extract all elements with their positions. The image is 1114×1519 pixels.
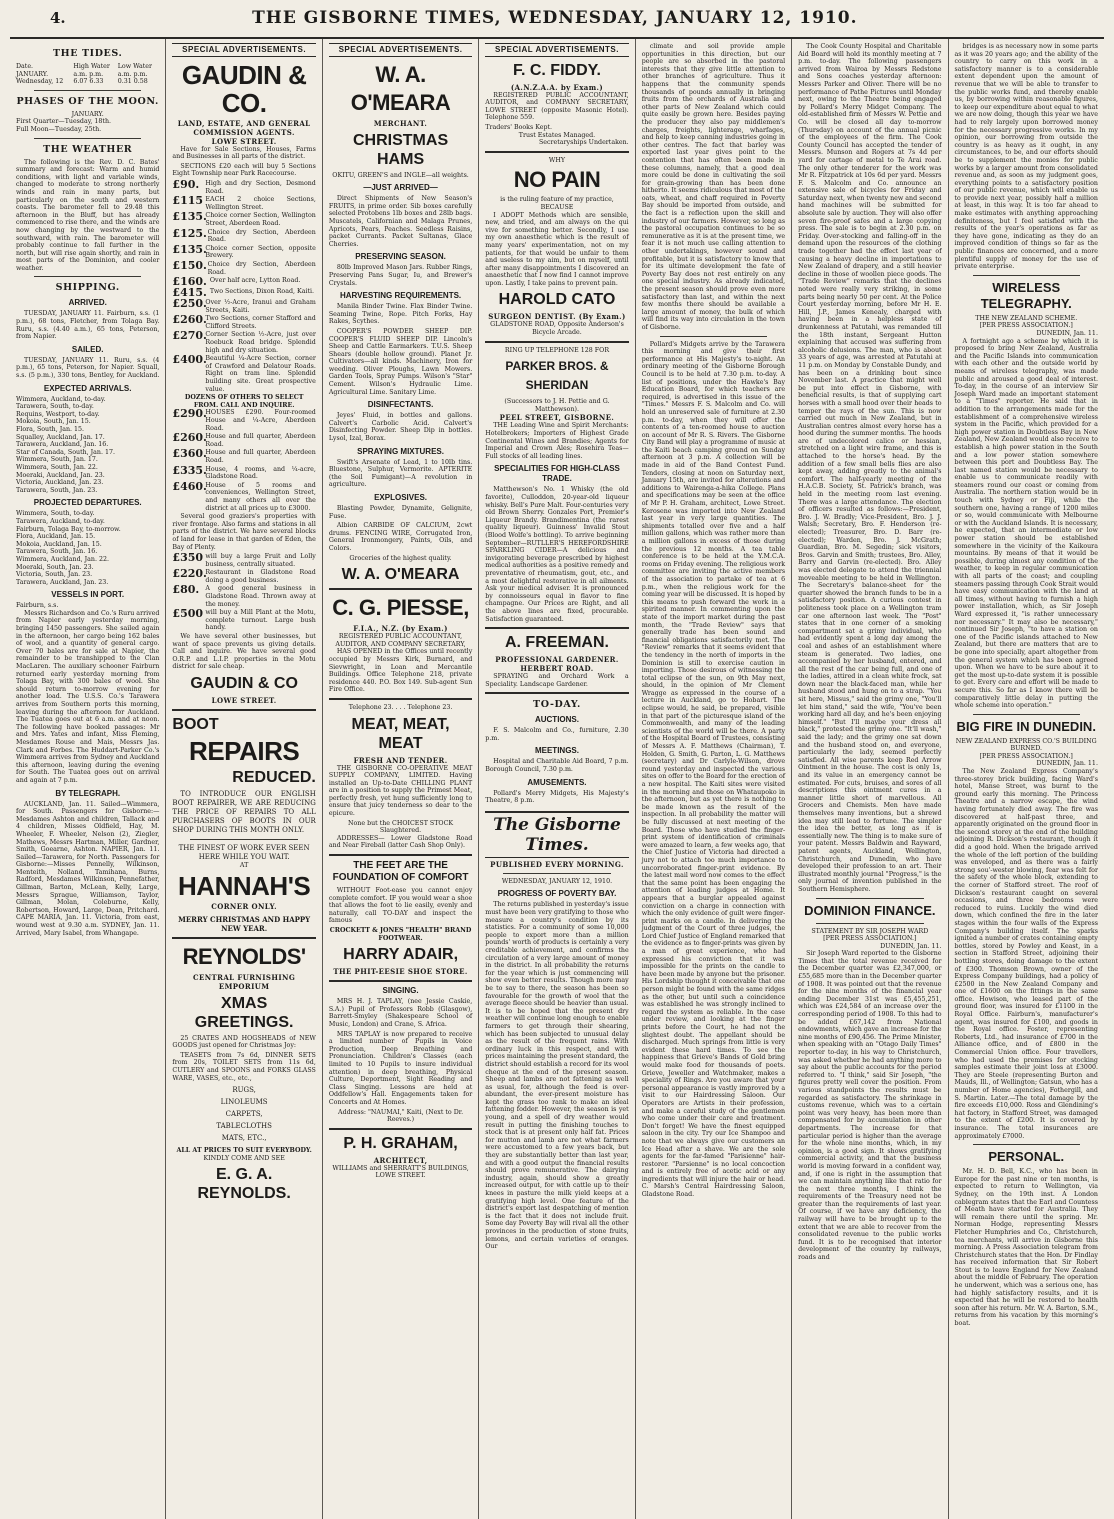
gaudin-sub: LAND, ESTATE, AND GENERAL COMMISSION AGENTS. — [177, 118, 311, 137]
paper-nameplate: The Gisborne Times. — [485, 811, 628, 858]
telegraph-heading: BY TELEGRAPH. — [55, 788, 121, 798]
listing-text: Corner Section ½-Acre, just over Roebuck Road bridge. Splendid high and dry situation. — [205, 331, 316, 354]
listing-text: Beautiful ¼-Acre Section, corner of Crawford and Delatour Roads. Right on tram line. Splendid building site. Great prospective value. — [205, 355, 316, 393]
gaudin-street: LOWE STREET. — [211, 136, 277, 146]
projected-departure: Flora, Auckland, Jan. 15. — [16, 533, 96, 541]
listing-price: £335. — [172, 463, 207, 477]
ads-heading: SPECIAL ADVERTISEMENTS. — [329, 43, 472, 57]
listing-row — [172, 212, 315, 227]
listing-price: £290. — [172, 407, 207, 421]
fire-date: DUNEDIN, Jan. 11. — [1036, 760, 1098, 768]
divider — [660, 336, 767, 337]
parker-sub: (Successors to J. H. Pettie and G. Matthewson). — [504, 398, 610, 413]
gaudin-sections: SECTIONS £20 each will buy 5 Sections Eight Township near Park Racecourse. — [172, 162, 316, 178]
fiddy-name: F. C. FIDDY. — [512, 61, 601, 79]
divider — [329, 980, 472, 982]
preserving-text: 80lb Improved Mason Jars. Rubber Rings, Preserving Pans Sugar, Iu, and Brewer's Crystals. — [328, 264, 473, 287]
listing-row — [172, 299, 315, 314]
masthead-title: THE GISBORNE TIMES, WEDNESDAY, JANUARY 12, 1910. — [252, 8, 858, 28]
moon-line: First Quarter—Tuesday, 18th. — [16, 118, 112, 126]
freeman-text: SPRAYING and Orchard Work a Speciality. Landscape Gardener. — [485, 673, 629, 688]
divider — [172, 709, 315, 711]
meetings-heading: MEETINGS. — [534, 746, 579, 756]
listing-price: £360. — [172, 447, 207, 461]
wireless-date: DUNEDIN, Jan. 11. — [1036, 330, 1098, 337]
sheep-text: COOPER'S POWDER SHEEP DIP. COOPER'S FLUID SHEEP DIP. Lincoln's Sheep and Cattle Earmarkers. T.U.S. Sheep Shears (double hollow ground). Planet Jr. Cultivators—all kinds. Machinery, Iron for weeding. Oliver Ploughs, Lawn Mowers. Garden Tools, Spray Pumps. Wilson's "Star" Cement. Wilson's Hydraulic Lime. Agricultural Lime. Sanitary Lime. — [328, 327, 473, 396]
listing-row — [172, 226, 316, 244]
christmas-hams: CHRISTMAS HAMS — [353, 131, 449, 168]
omeara-merchant: MERCHANT. — [373, 118, 428, 128]
fiddy-traders: Traders' Books Kept. — [485, 123, 553, 131]
listing-text: Choice corner Section, Wellington Street, Aberdeen Road. — [205, 212, 316, 227]
specialities-heading: SPECIALITIES FOR HIGH-CLASS TRADE. — [494, 464, 620, 484]
divider — [172, 937, 315, 939]
local-news: The Cook County Hospital and Charitable Aid Board will hold its monthly meeting at 7 p.m. to-day. The following passengers arrived from Wairoa by Messrs Redstone and Sons coaches yesterday afternoon: Messrs Parker and Oliver. There will be no performance of Pathe Pictures until Monday next, owing to the Theatre being engaged by Pollard's Merry Midget Company. The old-established firm of Messrs W. Pettie and Co. will be closed all day to-morrow (Thursday) on account of the annual picnic of the employees of the firm. The Cook County Council has accepted the tender of Messrs. Munson and Rogers at 7s 4d per yard for cartage of metal to Te Arai road. The only other tenderer for the work was Mr R. Fitzpatrick at 10s 6d per yard. Messrs F. S. Malcolm and Co. announce an extensive sale of bicycles for Friday and Saturday next, when twenty new and second hand machines will be submitted for absolute sale by auction. They will also offer seven fire-proof safes and a large copying press. The sale is to begin at 2.30 p.m. on Friday. Over-stocking and falling-off in the demand upon the resources of the clothing trade together had the effect last year of causing a heavy decline in importations to New Zealand of drapery, and a still heavier decline in those of woollen piece goods. The "Trade Review" remarks that the declines noted were really very striking, in some parts being nearly 50 per cent. At the Police Court yesterday morning, before Mr H. E. Hill, J.P., James Kenealy, charged with having been in a helpless state of drunkenness at Patutahi, was remanded till the 18th instant, Sergeant Hutton explaining that accused was suffering from alcoholic delusions. The man, who is about 33 years of age, was arrested at Patutahi at 11 p.m. on Monday by Constable Dundy, and has been on a drinking bout since November last. A practice that might well be put into effect in Gisborne, with beneficial results, is that of supplying cart horses with a small hood over their heads to temper the rays of the sun. This is now carried out much in New Zealand, but in Australian centres almost every horse has a hood during the summer months. The hoods are of undecolored calico or hessian, stretched on a light wire frame, and this is attached to the horse's head. By the addition of a few small bells flies are also kept away, adding greatly to the animal's comfort. The half-yearly meeting of the H.A.C.B. Society, St. Patrick's branch, was held in the meeting room last evening. There was a large attendance. The election of officers resulted as follows:—President, Bro. J. W. Bradly; Vice-President, Bro. J. J. Walsh; Secretary, Bro. F. Henderson (re-elected); Treasurer, Bro. D. Barr (re-elected); Warden, Bro. J. McGrath; Guardian, Bro. M. Segedin; sick visitors, Bros. Garvin and Smith; trustees, Bro. Alley, Barry and Garvin (re-elected). Bro. Alley was elected delegate to attend the triennial moveable meeting to be held in Wellington. The Secretary's balance-sheet for the quarter showed the branch funds to be in a satisfactory position. A curious contest in politeness took place on a Wellington tram car one afternoon last week. The "Post" states that in one corner of a smoking compartment sat a grimy individual, who had evidently spent a long day among the coal and ashes of an establishment where steam is generated. Two ladies, one accompanied by her husband, entered, and all the rest of the car being full, and one of the ladies, attired in a clean white frock, sat down near the black-faced man, while her husband stood and hung on to a strap. "You sit here, Missus," said the grimy one, "You'll let him stand," said the wife, "You've been working hard all day, and he's been enjoying himself." "But I'll maybe your dress all black," protested the grimy one. "It'll wash," said the lady; and the grimy one sat down and the husband stood on, and everyone, particularly the lady, seemed perfectly satisfied. All wise parents keep Red Arrow Ointment in the house. The cost is only 1s, and its value in an emergency cannot be estimated. For cuts, bruises, and sores of all descriptions this ointment cures in a manner little short of marvellous. All Grocers and Chemists. Men have made themselves many inventions, but a shrewd idea may still lead to fortune. The simpler the idea the better, as long as it is essentially new. The thing is to make sure of your patent. Messrs Baldwin and Rayward, patent agents, Auckland, Wellington, Christchurch, and Dunedin, who have developed their profession to an art. Their illustrated monthly journal "Progress," is the only journal of invention published in the Southern Hemisphere. — [798, 43, 942, 893]
wireless-heading: WIRELESS TELEGRAPHY. — [980, 279, 1072, 311]
page-number: 4. — [50, 9, 66, 27]
telegraph-text: AUCKLAND, Jan. 11. Sailed—Wimmera, for South. Passengers for Gisborne:—Mesdames Ashton and children, Tallack and 4 children, Misses Oldfield, Hay, M. Wheeler, F. Wheeler, Nelson (2), Ziegler, Mathews, Messrs Hartman, Miller, Gardner, Smith, Goearne, Ashton. NAPIER, Jan. 11. Sailed—Tarawera, for North. Passengers for Gisborne:—Misses Pennelly, Wilkinson, Menteith, Nolland, Tamihana, Burns, Radford, Mesdames Wilkinson, Pennefather, Gillman, Barton, McLean, Kelly, Large, Messrs Sprague, Williamson, Taylor, Gillman, Molan, Coleburne, Kelly, Robertson, Howard, Large, Dean, Pritchard. CAPE MARIA, Jan. 11. Victoria, from east, wound west at 9.30 a.m. SYDNEY, Jan. 11. Arrived, Mary Isabel, from Whangape. — [16, 800, 160, 937]
boot-text: TO INTRODUCE OUR ENGLISH BOOT REPAIRER, WE ARE REDUCING THE PRICE OF REPAIRS TO ALL PURCHASERS OF BOOTS IN OUR SHOP DURING THIS MONTH ONLY. — [172, 790, 316, 834]
listing-price: £80. — [172, 583, 200, 597]
no-pain-text: I ADOPT Methods which are sensible, new, and tried, and am always on the qui vive for something better. Secondly, I use my own anaesthetic which is the result of many years' experimentation, not on my patients, for that would be unfair to them and useless to my aim, but on myself, until after many disappointments I discovered an anaesthetic that I now find I cannot improve upon. Lastly, I take pains to prevent pain. — [485, 211, 629, 287]
graham-role: ARCHITECT, — [373, 1155, 428, 1165]
piesse-name: C. G. PIESSE, — [332, 595, 469, 621]
piesse-sub: F.I.A., N.Z. (by Exam.) — [353, 624, 448, 634]
tides-row-high: 6.07 6.33 — [73, 78, 104, 86]
tides-row-date: Wednesday, 12 — [16, 78, 64, 86]
addresses-text: ADDRESSES— Lower Gladstone Road and Near Fireball (latter Cash Shop Only). — [328, 834, 473, 850]
disinfectants-text: Jeyes' Fluid, in bottles and gallons. Calvert's Carbolic Acid. Calvert's Disinfecting Powder. Sheep Dip in bottles. Lysol, Izal, Borax. — [328, 412, 473, 443]
divider — [816, 898, 923, 899]
weather-heading: THE WEATHER — [43, 143, 133, 155]
gaudin-houses — [172, 409, 315, 512]
listing-price: £270. — [172, 329, 207, 343]
listing-text: A good general business in Gladstone Road. Thrown away at the money. — [205, 585, 316, 608]
graham-name: P. H. GRAHAM, — [343, 1134, 458, 1152]
column-7 — [949, 39, 1104, 1519]
listing-price: £260. — [172, 431, 207, 445]
ads-heading: SPECIAL ADVERTISEMENTS. — [172, 43, 315, 57]
divider — [329, 1128, 472, 1130]
ads-heading: SPECIAL ADVERTISEMENTS. — [485, 43, 628, 57]
listing-text: Restaurant in Gladstone Road doing a good business. — [205, 569, 316, 584]
wireless-text: A fortnight ago a scheme by which it is proposed to bring New Zealand, Australia and the Pacific Islands into communication with each other and the outside world by means of wireless telegraphy, was made public and aroused a good deal of interest. To-day, in the course of an interview Sir Joseph Ward made an important statement to a "Times" reporter. He said that in addition to the arrangements made for the establishment of a comprehensive wireless system in the Pacific, which provided for a high power station in Doubtless Bay in New Zealand, New Zealand would also receive to establish a high power station in the South and a low power station somewhere between this port and Doubtless Bay. The last named station would be necessary to enable us to communicate readily with steamers round our coast or coming from Australia. The northern station would be in touch with Sydney or Fiji, while the southern one, having a range of 1200 miles or so, would communicate with Melbourne or with the Auckland Islands. It is necessary, he expected, that an intermediate or low power station should be established somewhere in the vicinity of the Kaikoura mountains. By means of that it would be possible, during almost any condition of the weather, to keep in regular communication with all parts of the coast; and coupling steamers passing through Cook Strait would have easy communication with the land at all times, without having to furnish a high power installation, which, as Sir Joseph Ward expressed it, "is rather unnecessary nor necessary." It may also be necessary," continued Sir Joseph, "to have a station on one of the Pacific islands attached to New Zealand, but there are matters that are to be gone into specially, apart altogether from the general system which has been agreed upon. When we have to be sure about it to get the most up-to-date system it is possible to get. Every care and effort will be made to secure this. So far as I know there will be comparatively little delay in putting the whole scheme into operation." — [954, 337, 1098, 710]
finance-assoc: [PER PRESS ASSOCIATION.] — [823, 935, 917, 943]
expected-arrival: Victoria, Auckland, Jan. 23. — [16, 479, 104, 487]
fire-text: The New Zealand Express Company's three-storey brick building, facing Ward's hotel, Manse Street, was burnt to the ground early this morning. The Princess Theatre and a narrow escape, the wind having fortunately died away. The fire was discovered at half-past three, and apparently originated on the ground floor in the second storey at the end of the building adjoining R. Dickson's restaurant, though it did a good hold. When the brigade arrived the whole of the left portion of the building was enveloped, and as there was a fairly strong sou'-wester blowing, fear was felt for the safety of the whole block, extending to the corner of Stafford street. The roof of Dickson's restaurant caught on several occasions, and three bedrooms were reduced to ruins. Luckily the wind died down, which confined the fire in the later stages within the four walls of the Express Company's building itself. The sparks ignited a number of crates containing empty bottles, stored by Powley and Keast, in a section in Stafford Street, adjoining their bottling stores, doing damage to the extent of £300. Thomson Brown, owner of the Express Company buildings, had a policy of £2500 in the New Zealand Company and one of £1600 on the fittings in the same office. Howison, who leased part of the ground floor, was insured for £1100 in the Royal Office. Fairburn's, manufacturer's agent, was insured for £100, and goods in the Royal office. Foster, representing Roberts, Ltd., had insurance of £700 in the Alliance office, and of £800 in the Commercial Union office. Four travellers, who had used the premises for stocking samples estimate their joint loss at £3000. They are Steele (representing Burton and Mauds, Ill., of Wellington; Gatsun, who has a number of Home agencies), Fothergill, and S. Martin. Later.—The total damage by the fire exceeds £10,000. Ross and Glendining's hat factory, in Stafford Street, was damaged to the extent of £200. It is covered by insurance. The total insurances are approximately £7000. — [954, 768, 1098, 1140]
graham-street: LOWE STREET. — [375, 1172, 426, 1180]
groceries-text: Groceries of the highest quality. — [349, 554, 452, 562]
reduced-heading: REDUCED. — [232, 769, 316, 786]
adair-name: HARRY ADAIR, — [343, 946, 459, 964]
listing-text: High and dry Section, Desmond Road. — [205, 179, 316, 195]
listing-row — [172, 569, 315, 584]
listing-text: HOUSES £290. Four-roomed House and ¼-Acre, Aberdeen Road. — [205, 409, 316, 432]
listing-text: Two Sections, corner Stafford and Clifford Streets. — [205, 315, 316, 330]
expected-arrival: Flora, South, Jan. 15. — [16, 426, 85, 433]
divider — [485, 627, 628, 629]
freeman-name: A. FREEMAN. — [504, 634, 609, 652]
listing-row — [172, 553, 315, 568]
listing-price: £400. — [172, 353, 207, 367]
gaudin-farms: Several good graziers's properties with river frontage. Also farms and stations in all parts of the district. We have several blocks of land for lease in that garden of Eden, the Bay of Plenty. — [172, 513, 316, 551]
explosives-heading: EXPLOSIVES. — [374, 493, 427, 502]
listing-row — [172, 609, 315, 632]
fiddy-secretaryships: Secretaryships Undertaken. — [538, 139, 629, 147]
projected-departure: Victoria, South, Jan. 23. — [16, 571, 93, 579]
expected-arrival: Wimmera, South, Jan. 17. — [16, 456, 98, 464]
meat-sub: FRESH AND TENDER. — [353, 755, 448, 765]
divider — [973, 1144, 1080, 1145]
fire-heading: BIG FIRE IN DUNEDIN. — [956, 718, 1096, 734]
listing-text: Choice dry Section, Aberdeen Road. — [207, 228, 316, 244]
expected-arrival: Tarawera, Auckland, Jan. 16. — [16, 441, 109, 449]
meetings-text: Hospital and Charitable Aid Board, 7 p.m. Borough Council, 7.30 p.m. — [485, 758, 629, 774]
finance-text: Sir Joseph Ward reported to the Gisborne Times that the total revenue received for the December quarter was £2,347,000, or £55,685 more than in the December quarter of 1908. It was pointed out that the revenue for the nine months of the financial year ending December 31st was £5,455,251, which was £24,584 of an increase over the corresponding period of 1908. To this had to be added £67,142 from National endowments, which gave an increase for the nine months of £90,456. The Prime Minister, when speaking with an "Otago Daily Times" reporter to-day, in his way to Christchurch, was asked whether he had anything more to say about the public accounts for the period referred to. "I think," said Sir Joseph, "the figures pretty well cover the position. From various standpoints the results must be regarded as satisfactory. The shrinkage in customs revenue, which was to a certain point was very heavy, has been more than compensated for by accumulation in other departments. The increase for that particular period is higher than the average for the whole nine months, which, in my opinion, is a good sign. It shows gratifying commercial activity, and that the business world is moving forward in a confident way, and, if one is right in the assumption that we can maintain anything like that ratio for the next three months, I think the requirements of the Treasury need not be greater than the requirements of last year. Of course, if we have any deficiency, the railway will have to be brought up to the extent that we are able to recover from the consolidated revenue to the public works fund. It is to be recognised that interior development of the country by railways, roads and — [798, 950, 942, 1262]
goods-item: CARPETS, — [225, 1110, 263, 1119]
listing-price: £460. — [172, 479, 207, 493]
freeman-sub: PROFESSIONAL GARDENER. HERBERT ROAD. — [495, 655, 619, 674]
wireless-sub: THE NEW ZEALAND SCHEME. — [975, 314, 1078, 322]
amusements-heading: AMUSEMENTS. — [527, 777, 587, 787]
listing-price: £125. — [172, 226, 207, 240]
listing-row — [172, 177, 316, 195]
listing-text: will buy a large Fruit and Lolly business, centrally situated. — [205, 553, 316, 568]
fiddy-trust: Trust Estates Managed. — [518, 131, 596, 139]
listing-text: EACH 2 choice Sections, Wellington Street. — [205, 196, 316, 211]
gaudin-footer-street: LOWE STREET. — [211, 696, 277, 705]
divider — [329, 854, 472, 856]
editorial-text: The returns published in yesterday's issue must have been very gratifying to those who measure a country's condition by its statistics. For a community of some 10,000 people to export more than a million pounds' worth of products is certainly a very creditable achievement, and confirms the circulation of a very large amount of money in the district. In all probability the returns for the year which is just commencing will show even better results. Though more may be to say to there, the season has been so favourable for the growth of wool that the average fleece should be heavier than usual. It is to be hoped that the present dry weather will continue long enough to enable farmers to get through their shearing, which has been subjected to unusual delay as the result of the frequent rains. With ordinary luck in this respect, and with prices maintaining the present standard, the district should establish a record for its wool cheque at the end of the present season. Sheep and lambs are not fattening as well as usual, for, although the feed is over-abundant, the ever-present moisture has kept the grass too rank to make an ideal fattening fodder. However, the season is yet young, and a spell of dry weather would result in putting the finishing touches to stock that is at present only half fat. Prices for mutton and lamb are not what farmers were accustomed to a few years back, but they are substantially better than last year, and with a good output the financial results should prove remunerative. The dairying industry, again, should show a greatly increased output, for with cattle up to their knees in pasture the milk yield keeps at a gratifying high level. One feature of the district's export last despatching of mention is the fact that it does not include fruit. Some day Poverty Bay will rival all the other provinces in the production of stone fruits, lemons, and certain varieties of oranges. Our — [485, 901, 629, 1251]
divider — [34, 138, 141, 139]
listing-price: £250. — [172, 297, 207, 311]
projected-departure: Fairburn, Tolaga Bay, to-morrow. — [16, 525, 121, 533]
arrived-text: Direct Shipments of New Season's FRUITS, in prime order. Sib boxes carefully selected Protobens 1lb boxes and 28lb bags. Muscatels, Californian and Malaga Prunes, Apricots, Pears, Peaches. Seedless Raisins, packet Currants. Packet Sultanas, Glace Cherries. — [328, 195, 473, 248]
listing-price: £260. — [172, 313, 207, 327]
listing-row — [172, 196, 315, 211]
auctions-heading: AUCTIONS. — [534, 715, 579, 725]
divider — [973, 275, 1080, 276]
divider — [190, 839, 297, 840]
expected-arrival: Tarawera, South, Jan. 23. — [16, 486, 98, 494]
listing-text: Choice dry Section, Aberdeen Road. — [207, 260, 316, 276]
expected-arrival: Squalley, Auckland, Jan. 17. — [16, 433, 105, 441]
vessels-line: Fairburn, s.s. — [16, 602, 59, 610]
reynolds-sub: CENTRAL FURNISHING EMPORIUM — [193, 972, 296, 991]
editorial-heading: PROGRESS OF POVERTY BAY. — [497, 889, 617, 899]
singing-heading: SINGING. — [382, 986, 419, 996]
goods-item: LINOLEUMS — [220, 1098, 268, 1107]
editorial-continued: climate and soil provide ample opportunities in this direction, but our people are so absorbed in the pastoral interests that they give little attention to other branches of agriculture. Thus it happens that the community spends thousands of pounds annually in bringing fruits from the orchards of Australia and other parts of New Zealand which could quite easily be grown here. Besides paying the producer they also pay middlemen's charges, freights, lighterage, wharfages, and help to keep canning industries going in other centres. The fact that barley was exported last year gives point to the contention that has often been made in these columns, namely, that a good deal more could be done in cultivating the soil for grain-growing than has been done hitherto. It seems ridiculous that most of the oats, wheat, and chaff required in Poverty Bay should be imported from outside, and the fact is a reflection upon the skill and industry of our farmers. However, so long as the pastoral occupation continues to be so remunerative as it is at the present time, we fear it is not much use calling attention to other undertakings, however sound and profitable, but it is satisfactory to know that for its ultimate development the fate of Poverty Bay does not rest entirely on any one special industry. As already indicated, the present season should prove even more satisfactory than last, and within the next few months there should be available a large amount of money, the bulk of which will find its way into circulation in the town of Gisborne. — [641, 43, 786, 331]
listing-price: £415. — [172, 286, 207, 300]
column-2 — [166, 39, 322, 1519]
fiddy-sub: (A.N.Z.A.A. by Exam.) — [510, 82, 604, 92]
personal-text: Mr. H. D. Bell, K.C., who has been in Europe for the past nine or ten months, is expected to return to Wellington, via Sydney, on the 19th inst. A London cablegram states that the Earl and Countess of Meath have started for Australia. They will remain there until the spring. Mr. Norman Hodge, representing Messrs Fletcher Humphries and Co., Christchurch, tea merchants, will arrive in Gisborne this morning. A Press Association telegram from Christchurch states that the Hon. Dr Findlay has received information that Sir Robert Stout is to leave England for New Zealand about the middle of February. The operation he underwent, which was a serious one, has had highly satisfactory results, and it is expected that he will be restored to health soon after his return. Mr. W. A. Barton, S.M., returns from his vacation by this morning's boat. — [954, 1168, 1098, 1328]
divider — [485, 692, 628, 694]
xmas-greetings: XMAS GREETINGS. — [194, 994, 294, 1031]
wireless-assoc: [PER PRESS ASSOCIATION.] — [979, 322, 1073, 330]
expected-arrival: Moeraki, Auckland, Jan. 23. — [16, 471, 105, 479]
corner-only: CORNER ONLY. — [211, 901, 278, 911]
arrived-text: TUESDAY, JANUARY 11. Fairburn, s.s. (1 p.m.), 68 tons, Fletcher, from Tolaga Bay. Ruru, s.s. (4.40 a.m.), 65 tons, Peterson, from Napier. — [16, 310, 160, 341]
divider — [816, 923, 923, 924]
divider — [485, 151, 628, 153]
sailed-heading: SAILED. — [71, 344, 104, 354]
expected-list — [16, 396, 159, 495]
finance-heading: DOMINION FINANCE. — [804, 902, 936, 918]
tides-header-high: High Water — [73, 63, 110, 70]
port-news: Messrs Richardson and Co.'s Ruru arrived from Napier early yesterday morning, bringing 1450 passengers. She sailed again in the afternoon, her cargo being 162 bales of wool, and a quantity of general cargo. Over 70 bales are for sale at Napier, the remainder to be transhipped to the Clan MacLaren. The auxiliary schooner Fairburn returned early yesterday morning from Tolaga Bay, with 300 bales of wool. She should return to-morrow evening for another load. The U.S.S. Co.'s Tarawera arrives from Southern ports this morning, leaving during the afternoon for Auckland. The Tuatea goes out at 6 a.m. and at noon. The following have booked passages: Mr and Mrs. Yates and infant, Miss Fleming, Mesdames Rouse and Mais, Messrs Jas. Clark and Forbes. The Huddart-Parker Co.'s Wimmera arrives from Sydney and Auckland this afternoon, leaving during the evening for South. The Tuatea goes out on arrival and again at 7 p.m. — [16, 609, 160, 784]
arrived-heading: ARRIVED. — [68, 298, 107, 308]
listing-price: £90. — [172, 177, 200, 191]
fire-assoc: [PER PRESS ASSOCIATION.] — [979, 752, 1073, 760]
projected-departure: Mokoia, Auckland, Jan. 15. — [16, 540, 102, 548]
listing-row — [172, 315, 315, 330]
gaudin-footer: GAUDIN & CO — [190, 675, 298, 692]
parker-name: PARKER BROS. & SHERIDAN — [505, 359, 609, 393]
moon-month: JANUARY. — [71, 110, 104, 118]
meat-text: THE GISBORNE CO-OPERATIVE MEAT SUPPLY COMPANY, LIMITED. Having installed an Up-to-Date CHILLING PLANT are in a position to supply the Primest Meat, perfectly fresh, yet hung sufficiently long to ensure that juicy tenderness so dear to the epicure. — [328, 764, 473, 818]
feet-text: WITHOUT Foot-ease you cannot enjoy complete comfort. IF you would wear a shoe that allows the foot to lie easily, evenly and naturally, call TO-DAY and inspect the famous — [328, 887, 473, 925]
divider — [503, 873, 610, 874]
vessels-heading: VESSELS IN PORT. — [51, 590, 125, 600]
piesse-role: REGISTERED PUBLIC ACCOUNTANT, AUDITOR, AND COMPANY SECRETARY, — [335, 633, 466, 648]
tapley-address: Address: "NAUMAI," Kaiti, (Next to Dr. Reeves.) — [338, 1108, 464, 1124]
projected-departure: Tarawera, South, Jan. 16. — [16, 548, 98, 556]
parker-street: PEEL STREET, GISBORNE. — [499, 413, 615, 423]
tides-sub-low: a.m. p.m. — [117, 70, 148, 78]
meat-heading: MEAT, MEAT, MEAT — [351, 715, 450, 752]
ring-up: RING UP TELEPHONE 128 FOR — [504, 346, 610, 354]
cato-addr: GLADSTONE ROAD, Opposite Anderson's Bicycle Arcade. — [490, 321, 624, 337]
hannah-name: HANNAH'S — [178, 870, 311, 901]
expected-arrival: Wimmera, South, Jan. 22. — [16, 463, 98, 471]
teasets-text: TEASETS from 7s 6d, DINNER SETS from 20s, TOILET SETS from 11s 6d, CUTLERY and SPOONS and FORKS GLASS WARE, VASES, etc., etc., — [172, 1051, 316, 1082]
gaudin-businesses — [172, 553, 315, 632]
listing-price: £500 — [172, 607, 204, 621]
gaudin-name: GAUDIN & CO. — [181, 59, 307, 118]
expected-arrival: Star of Canada, South, Jan. 17. — [16, 448, 116, 456]
listing-price: £150. — [172, 258, 207, 272]
omeara-footer: W. A. O'MEARA — [341, 566, 460, 584]
listing-row — [172, 449, 315, 464]
tapley-text: MRS H. J. TAPLAY, (nee Jessie Caskie, S.A.) Pupil of Professors Robb (Glasgow), Barrett-Smyley (Shakespeare School of Music, London) and Crane, S. Africa. — [328, 998, 473, 1028]
tides-sub-high: a.m. p.m. — [73, 70, 104, 78]
listing-price: £220. — [172, 567, 207, 581]
no-pain-sub: is the ruling feature of my practice, BECAUSE — [500, 196, 614, 211]
fire-sub: NEW ZEALAND EXPRESS CO.'S BUILDING BURNED. — [955, 737, 1097, 753]
today-heading: TO-DAY. — [533, 699, 581, 711]
projected-departure: Tarawera, Auckland, to-day. — [16, 517, 105, 525]
projected-departure: Moeraki, South, Jan. 23. — [16, 563, 94, 571]
finance-date: DUNEDIN, Jan. 11. — [880, 942, 942, 950]
moon-heading: PHASES OF THE MOON. — [16, 95, 159, 107]
tides-heading: THE TIDES. — [53, 48, 123, 59]
listing-text: Two Sections, Dixon Road, Kaiti. — [209, 288, 315, 296]
projected-list — [16, 510, 159, 586]
tides-header-date: Date. — [16, 63, 34, 70]
listing-row — [172, 463, 316, 481]
parker-text: THE Leading Wine and Spirit Merchants: Hotelbrokers; Importers of Highest Grade Continental Wines and Brandies; Agents for Imperial and Crown Ales; Rosehira Teas—Full stocks of all leading lines. — [485, 422, 629, 460]
harvesting-heading: HARVESTING REQUIREMENTS. — [339, 291, 462, 301]
listing-row — [172, 331, 315, 354]
masthead — [10, 6, 1104, 39]
no-pain: NO PAIN — [513, 167, 601, 193]
none-but: None but the CHOICEST STOCK Slaughtered. — [348, 819, 454, 835]
at-text: AT — [239, 862, 249, 869]
gaudin-dozens: DOZENS OF OTHERS TO SELECT FROM. CALL AND INQUIRE. — [184, 394, 304, 409]
listing-text: Over ½-Acre, Iranui and Graham Streets, Kaiti. — [205, 299, 316, 314]
columns — [10, 39, 1104, 1519]
why-text: WHY — [548, 156, 566, 164]
expected-arrival: Requins, Westport, to-day. — [16, 410, 100, 418]
listing-text: Over half acre, Lytton Road. — [209, 277, 301, 285]
just-arrived: —JUST ARRIVED— — [363, 183, 438, 193]
specialities-text: Matthewson's No. 1 Whisky (the old favorite), Culloddon, 20-year-old liqueur whisky. Bell's Pure Malt. Four-centuries very old Brown Sherry. Gonzales Port, Premier's Liqueur Brandy. Brandimentina (the rarest quality liqueur). Guinness' Invalid Stout (Blood Wolfe's bottling). To arrive beginning September—RUTLLER'S HEREFORDSHIRE SPARKLING CIDER—A delicious and invigorating beverage prescribed by highest medical authorities as a positive remedy and preventative of rheumatism, gout, etc., and a most delightful restorative in all ailments. Ask your medical adviser. It is pronounced by connoisseurs equal in flavor to fine champagne. Our Prices are Right, and all the above lines are fixed, procurable. Satisfaction guaranteed. — [485, 486, 629, 623]
listing-row — [172, 409, 315, 432]
listing-row — [172, 479, 316, 512]
listing-price: £160. — [172, 275, 207, 289]
albion-text: Albion CARBIDE OF CALCIUM, 2cwt drums. FENCING WIRE, Corrugated Iron, General Ironmongery, Paints, Oils, and Colors. — [328, 522, 473, 552]
tides-table — [16, 63, 159, 86]
listing-price: £135. — [172, 210, 207, 224]
prices-text: ALL AT PRICES TO SUIT EVERYBODY. — [176, 1147, 312, 1155]
auctions-text: F. S. Malcolm and Co., furniture, 2.30 p.m. — [485, 727, 629, 742]
expected-arrival: Tarawera, South, to-day. — [16, 403, 94, 411]
dateline: WEDNESDAY, JANUARY 12, 1910. — [501, 877, 613, 885]
published-line: PUBLISHED EVERY MORNING. — [490, 859, 624, 869]
listing-text: Choice corner Section, opposite Brewery. — [205, 244, 316, 260]
finest-text: THE FINEST OF WORK EVER SEEN HERE WHILE YOU WAIT. — [178, 844, 310, 861]
kindly-text: KINDLY COME AND SEE — [203, 1154, 285, 1162]
goods-list — [172, 1084, 315, 1144]
boot-heading: BOOT — [172, 716, 219, 733]
tides-sub-month: JANUARY. — [16, 70, 49, 78]
projected-departure: Tarawera, Auckland, Jan. 23. — [16, 578, 109, 586]
listing-text: House, 4 rooms, and ¼-acre, Gladstone Road. — [205, 465, 316, 481]
telephone-line: Telephone 23. . . . Telephone 23. — [348, 703, 453, 711]
divider — [329, 588, 472, 590]
listing-row — [172, 258, 316, 276]
listing-row — [172, 433, 315, 448]
listing-row — [172, 242, 316, 260]
preserving-heading: PRESERVING SEASON. — [355, 252, 446, 262]
disinfectants-heading: DISINFECTANTS. — [367, 400, 434, 410]
hams-sub: OKITU, GREEN'S and INGLE—all weights. — [332, 171, 469, 179]
listing-text: House and full quarter, Aberdeen Road. — [205, 433, 316, 448]
tides-header-low: Low Water — [117, 63, 153, 70]
listing-price: £115 — [172, 194, 204, 208]
fiddy-text: REGISTERED PUBLIC ACCOUNTANT, AUDITOR, and COMPANY SECRETARY, LOWE STREET (opposite Masonic Hotel). Telephone 559. — [485, 91, 629, 122]
listing-text: House of 5 rooms and conveniences, Wellington Street, and many others all over the district at all prices up to £3000. — [205, 481, 316, 512]
local-news: Pollard's Midgets arrive by the Tarawera this morning and give their first performance at His Majesty's to-night. An ordinary meeting of the Gisborne Borough Council is to be held at 7.30 p.m. to-day. A list of positions, under the Hawke's Bay Education Board, for which teachers are required, is advertised in this issue of the "Times." Messrs F. S. Malcolm and Co. will hold an unreserved sale of furniture at 2.30 p.m. to-day, when they will offer the contents of a ten-roomed house to auction on account of Mr R. S. Rivers. The Gisborne City Band will play a programme of music at the Kaiti beach camping ground on Sunday afternoon at 3 p.m. A collection will be made in aid of the Band Contest Fund. Tenders, closing at noon on Saturday next, January 15th, are invited for alterations and additions to Wairenga-a-hika College. Plans and specifications may be seen at the office of Mr P. H. Graham, architect, Lowe Street. Kerosene was imported into New Zealand last year in very large quantities. The shipments totalled over five and a half million gallons, which was rather more than a million gallons in excess of those during the previous 12 months. A tea table conference is to be held at the Y.M.C.A. rooms on Friday evening. The religious work committee are inviting the active members of the association to partake of tea at 6 p.m., when the religious work for the coming year will be discussed. It is hoped by this means to push forward the work in a spirited manner. In commenting upon the state of the import market during the past month, the "Trade Review" says that generally trade has been sound and financial obligations satisfactorily met. The "Review" remarks that it seems evident that the tendency in the north of imports in the Dominion is still to exercise caution in importing. Those desirous of witnessing the total eclipse of the sun, on 9th May next, should, in the opinion of Mr Clement Wragge as expressed in the course of a lecture in Auckland, go to Hobart. The eclipse would, he said, be prepared, visible in that part of the picturesque island of the Commonwealth, and many of the leading scientists of the world will be there. A party of the Hospital Board of Trustees, consisting of Messrs A. F. Matthews (Chairman), T. Holden, G. Smith, G. Parton, L. G. Matthews (secretary) and Dr Carlyle-Wilson, drove round yesterday and inspected the various sites on offer to the Board for the erection of a new hospital. The Kaiti sites were visited in the morning and those on Whataupoko in the afternoon, but as yet there is nothing to be made known as the result of the inspection. In all probability the matter will be fully discussed at next meeting of the Board. Those who have studied the finger-print system of identification of criminals were amazed to learn, a few weeks ago, that the Chief Justice of Victoria had directed a jury not to attach too much importance to uncorroborated finger-print evidence. By the latest mail word now comes to the effect that the same point has been engaging the attention of leading judges at Home. It appears that a burglar appealed against conviction on a charge in connection with which the only evidence of guilt were finger-print marks on a candle. In delivering the judgment of the Court of three judges, the Lord Chief Justice of England remarked that the evidence as to finger-prints was given by a man of great experience, who had expressed his conviction that it was impossible for the prints on the candle to have been made by anyone but the prisoner. His Lordship thought it conceivable that one person might be found with the same ridges as the other, but until such a coincidence was established he was strongly inclined to regard the system as reliable. In the case under review, and looking at the finger prints before the Court, he had not the slightest doubt. The appellant should be discharged. Much springs from little is very evident these hard times. To see the happiness that Grieve's Bands of Gold bring would make food for thousands of poets. Grieve, Jeweller and Watchmaker, makes a speciality of Rings. Are you aware that your personal appearance is vastly improved by a visit to our Hairdressing Saloon. Our Operators are Artists in their profession, and make a careful study of the gentlemen who come under their care and treatment. Don't forget! We have the finest equipped saloon in the city. Try our Ice Shampoo and note that we always give our customers an Ice Head after a shave. We are the sole agents for the far-famed "Parisienne" hair-restorer. "Parsienne" is no local concoction and is entirely free of acetic acid or any ingredients that will injure the hair or head. C. Marsh's Central Hairdressing Saloon, Gladstone Road. — [641, 340, 786, 1199]
column-4 — [479, 39, 635, 1519]
gaudin-intro: Have for Sale Sections, Houses, Farms and Businesses in all parts of the district. — [172, 145, 316, 161]
listing-row — [172, 585, 315, 608]
expected-arrival: Mokoia, South, Jan. 15. — [16, 418, 91, 426]
column-5 — [636, 39, 792, 1519]
moon-line: Full Moon—Tuesday, 25th. — [16, 125, 102, 133]
gaudin-listings — [172, 177, 316, 393]
reynolds-footer: E. G. A. REYNOLDS. — [197, 1166, 291, 1203]
amusements-text: Pollard's Merry Midgets, His Majesty's Theatre, 8 p.m. — [485, 789, 629, 805]
xmas-text: MERRY CHRISTMAS AND HAPPY NEW YEAR. — [178, 914, 311, 933]
listing-price: £135. — [172, 242, 207, 256]
feet-heading: THE FEET ARE THE FOUNDATION OF COMFORT — [332, 860, 469, 884]
divider — [485, 341, 628, 343]
piesse-text: HAS OPENED in the Offices until recently occupied by Messrs Kirk, Burnard, and Sievwright, in Loan and Mercantile Buildings. Office Telephone 218, private residence 440. P.O. Box 149. Sub-agent Sun Fire Office. — [328, 648, 473, 694]
spraying-text: Swift's Arsenate of Lead, 1 to 10lb tins. Bluestone, Sulphur, Vermorite. APTERITE (the Soil Fumigant)—A revolution in agriculture. — [328, 458, 473, 489]
cato-name: HAROLD CATO — [498, 291, 616, 309]
listing-text: will buy a Mill Plant at the Motu, complete turnout. Large bush handy. — [205, 609, 316, 632]
listing-text: House and full quarter, Aberdeen Road. — [205, 449, 316, 464]
reynolds-name: REYNOLDS' — [182, 943, 306, 969]
divider — [329, 698, 472, 700]
goods-item: MATS, ETC., — [221, 1134, 267, 1143]
tides-row-low: 0.31 0.58 — [117, 78, 148, 86]
tapley-body: MRS TAPLAY is now prepared to receive a limited number of Pupils in Voice Production, Deep Breathing and Pronunciation. Children's Classes (each limited to 10 Pupils to insure individual attention) in deep breathing, Physical Culture, Deportment, Sight Reading and Class Singing. Lessons are held at Oddfellow's Hall. Engagements taken for Concerts and At Homes. — [328, 1030, 473, 1106]
divider — [34, 90, 141, 91]
weather-text: The following is the Rev. D. C. Bates' summary and forecast: Warm and humid conditions, with light and variable winds, changed to moderate to strong northerly winds and rain in many parts, but particularly on the south and western coasts. The barometer fell to 29.48 this afternoon in the Bluff, but has already commenced to rise there, and the winds are now changing by the westward to the southward, with rain. The barometer will probably continue to fall further in the north, but will rise again shortly, and rain in most parts of the Dominion, and cooler weather. — [16, 158, 160, 272]
finance-continued: bridges is as necessary now in some parts as it was 20 years ago; and the ability of the country to carry on this work in a satisfactory manner is to a considerable extent dependent upon the amount of revenue that we will be able to transfer to the public works fund, and thereby enable us, by borrowing within reasonable figures, to keep our expenditure about equal to what we are now doing, though this year we have had to rely largely upon borrowed money for the necessary progressive works. In my opinion, our borrowing from outside the country is as heavy as it ought, in any circumstances, to be, and our efforts should be to supplement the monies for public works by a larger amount from consolidated revenue and, as soon as my judgment goes, everything points to a satisfactory position of our public revenue, which will enable us to provide next year, possibly half a million at least, in this way. It is too far ahead to make estimates with anything approaching definiteness, but I feel satisfied with the results of the year's operations as far as they have gone, indicating as they do an improved condition of things so far as the public finances are concerned, and a more plentiful supply of money for the use of private enterprise. — [954, 43, 1098, 271]
projected-departure: Wimmera, Auckland, Jan. 22. — [16, 555, 109, 563]
omeara-name: W. A. O'MEARA — [350, 61, 451, 115]
goods-item: TABLECLOTHS — [216, 1122, 272, 1131]
expected-heading: EXPECTED ARRIVALS. — [43, 383, 132, 393]
adair-sub: THE PHIT-EESIE SHOE STORE. — [333, 967, 468, 977]
expected-arrival: Wimmera, Auckland, to-day. — [16, 395, 106, 403]
divider — [34, 276, 141, 277]
projected-departure: Wimmera, South, to-day. — [16, 510, 95, 518]
crockett-text: CROCKETT & JONES "HEALTH" BRAND FOOTWEAR. — [329, 927, 472, 942]
crates-text: 25 CRATES AND HOGSHEADS of NEW GOODS just opened for Christmas Joy: — [172, 1034, 316, 1050]
gaudin-biz-text: We have several other businesses, but want of space prevents us giving details. Call and inquire. We have several good O.R.P. and L.I.P. properties in the Motu district for sale cheap. — [172, 633, 316, 671]
graham-bldg: WILLIAMS and SHERRATT'S BUILDINGS, — [332, 1164, 469, 1172]
goods-item: RUGS, — [232, 1086, 256, 1095]
harvesting-text: Manila Binder Twine. Flax Binder Twine. Seaming Twine, Rope. Pitch Forks, Hay Rakes, Scythes. — [328, 303, 473, 326]
shipping-heading: SHIPPING. — [55, 282, 120, 294]
cato-sub: SURGEON DENTIST. (By Exam.) — [488, 312, 626, 322]
sailed-text: TUESDAY, JANUARY 11. Ruru, s.s. (4 p.m.), 65 tons, Peterson, for Napier. Squall, s.s. (5 p.m.), 330 tons, Bentley, for Auckland. — [16, 356, 160, 380]
listing-price: £350 — [172, 551, 204, 565]
repairs-heading: REPAIRS — [189, 736, 300, 766]
finance-sub: STATEMENT BY SIR JOSEPH WARD — [811, 927, 929, 935]
explosives-text: Blasting Powder, Dynamite, Gelignite, Fuse. — [328, 505, 473, 520]
spraying-heading: SPRAYING MIXTURES. — [357, 446, 444, 456]
column-3 — [323, 39, 479, 1519]
divider — [973, 714, 1080, 715]
column-6 — [792, 39, 948, 1519]
personal-heading: PERSONAL. — [988, 1149, 1065, 1165]
column-1 — [10, 39, 166, 1519]
projected-heading: PROJECTED DEPARTURES. — [33, 498, 142, 508]
listing-row — [172, 355, 315, 393]
